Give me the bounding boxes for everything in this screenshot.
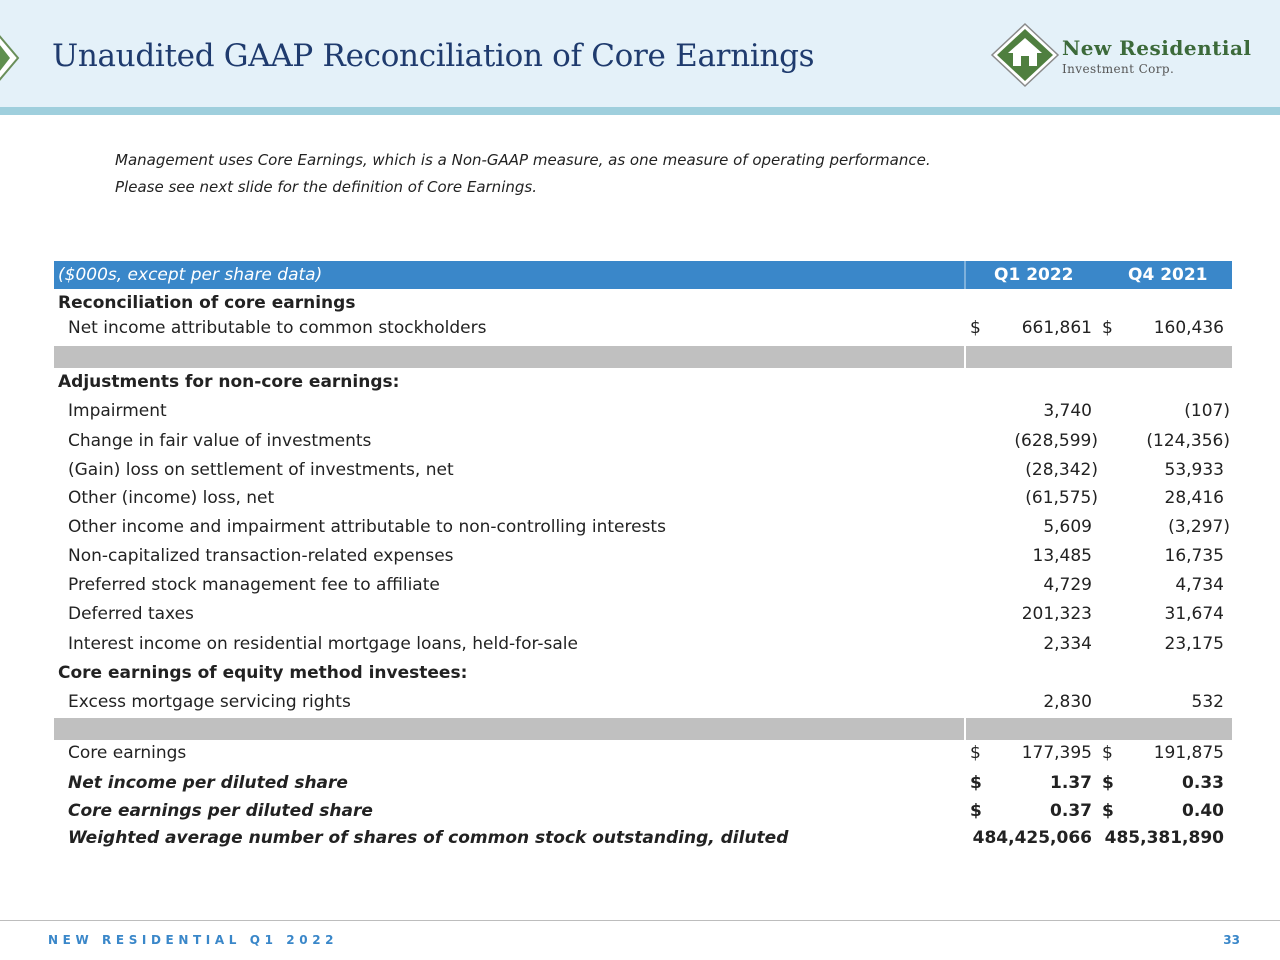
separator-row [54,718,1232,740]
value-q4-2021: (107) [1184,401,1230,421]
row-label: Deferred taxes [68,604,194,624]
value-q4-2021: 0.33 [1182,773,1224,793]
currency-symbol: $ [970,773,982,793]
currency-symbol: $ [970,318,981,338]
row-label: Interest income on residential mortgage loans, held-for-sale [68,634,578,654]
value-q1-2022: (61,575) [1025,488,1098,508]
value-q1-2022: 2,830 [1043,692,1092,712]
table-row [54,740,1232,771]
row-label: Net income attributable to common stockholders [68,318,487,338]
value-q4-2021: 485,381,890 [1104,828,1224,848]
value-q4-2021: 16,735 [1164,546,1224,566]
value-q1-2022: 177,395 [1021,743,1092,763]
table-row [54,486,1232,515]
column-divider [964,718,966,740]
value-q1-2022: 661,861 [1021,318,1092,338]
table-row [54,317,1232,346]
value-q4-2021: 0.40 [1182,801,1224,821]
row-label: Adjustments for non-core earnings: [58,372,400,392]
value-q4-2021: 160,436 [1153,318,1224,338]
row-label: Other (income) loss, net [68,488,275,508]
header-divider [0,107,1280,115]
table-row [54,632,1232,661]
value-q1-2022: 5,609 [1043,517,1092,537]
table-row [54,661,1232,690]
value-q1-2022: 3,740 [1043,401,1092,421]
table-header-row [54,261,1232,289]
logo-name: New Residential [1062,36,1252,60]
currency-symbol: $ [1102,773,1114,793]
value-q4-2021: 28,416 [1164,488,1224,508]
footer-divider [0,920,1280,921]
column-divider [964,346,966,368]
value-q4-2021: (124,356) [1146,431,1230,451]
row-label: Change in fair value of investments [68,431,372,451]
footer-text: NEW RESIDENTIAL Q1 2022 [48,933,339,947]
logo-subtitle: Investment Corp. [1062,62,1175,76]
header-band [0,0,1280,107]
row-label: Net income per diluted share [68,773,348,793]
value-q1-2022: (28,342) [1025,460,1098,480]
value-q4-2021: 23,175 [1164,634,1224,654]
table-row [54,771,1232,799]
table-row [54,457,1232,486]
intro-line: Please see next slide for the definition of Core Earnings. [115,178,537,196]
table-row [54,289,1232,317]
reconciliation-table [54,261,1232,854]
value-q4-2021: (3,297) [1168,517,1230,537]
currency-symbol: $ [1102,801,1114,821]
value-q1-2022: (628,599) [1014,431,1098,451]
table-row [54,826,1232,854]
page-number: 33 [1223,933,1240,947]
currency-symbol: $ [1102,743,1113,763]
value-q1-2022: 1.37 [1050,773,1092,793]
row-label: Preferred stock management fee to affiliate [68,575,440,595]
row-label: Reconciliation of core earnings [58,293,356,313]
value-q4-2021: 191,875 [1153,743,1224,763]
value-q4-2021: 53,933 [1164,460,1224,480]
row-label: Core earnings of equity method investees: [58,663,468,683]
company-logo [990,22,1260,88]
value-q4-2021: 4,734 [1175,575,1224,595]
table-row [54,799,1232,826]
currency-symbol: $ [1102,318,1113,338]
table-row [54,368,1232,398]
value-q4-2021: 532 [1191,692,1224,712]
value-q1-2022: 13,485 [1032,546,1092,566]
value-q1-2022: 2,334 [1043,634,1092,654]
table-row [54,573,1232,602]
intro-text [115,148,931,202]
column-header-q1-2022: Q1 2022 [994,265,1074,285]
currency-symbol: $ [970,801,982,821]
row-label: Core earnings [68,743,187,763]
table-row [54,544,1232,573]
row-label: (Gain) loss on settlement of investments, net [68,460,454,480]
row-label: Impairment [68,401,167,421]
row-label: Non-capitalized transaction-related expenses [68,546,454,566]
separator-row [54,346,1232,368]
table-row [54,428,1232,457]
value-q1-2022: 0.37 [1050,801,1092,821]
page-title: Unaudited GAAP Reconciliation of Core Earnings [52,38,815,74]
currency-symbol: $ [970,743,981,763]
table-row [54,515,1232,544]
row-label: Other income and impairment attributable to non-controlling interests [68,517,666,537]
chevron-right-icon [0,32,22,84]
column-header-q4-2021: Q4 2021 [1128,265,1208,285]
house-diamond-icon [990,22,1060,88]
table-row [54,602,1232,632]
row-label: Weighted average number of shares of common stock outstanding, diluted [68,828,789,848]
table-row [54,398,1232,428]
table-header-label: ($000s, except per share data) [58,265,323,285]
value-q1-2022: 4,729 [1043,575,1092,595]
row-label: Core earnings per diluted share [68,801,373,821]
column-divider [964,261,966,289]
intro-line: Management uses Core Earnings, which is a Non-GAAP measure, as one measure of operating performance. [115,151,931,169]
value-q1-2022: 484,425,066 [972,828,1092,848]
value-q1-2022: 201,323 [1021,604,1092,624]
value-q4-2021: 31,674 [1164,604,1224,624]
table-row [54,690,1232,718]
row-label: Excess mortgage servicing rights [68,692,351,712]
